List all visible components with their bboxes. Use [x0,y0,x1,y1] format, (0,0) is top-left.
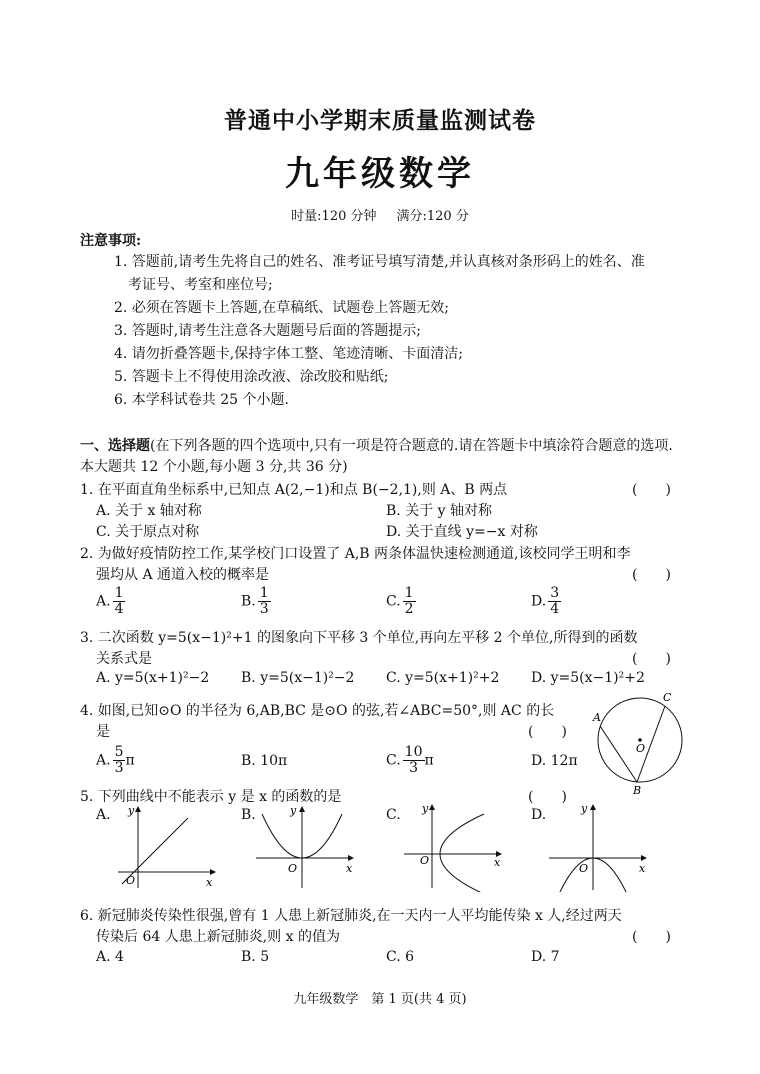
q5-graph-a [110,802,220,892]
time-limit: 时量:120 分钟 [291,209,377,224]
q1-option-a: A. 关于 x 轴对称 [96,503,202,519]
q4-option-a: A. $\frac{5}{3}$ π [96,744,135,776]
svg-text:y: y [422,802,429,815]
note-item: 4. 请勿折叠答题卡,保持字体工整、笔迹清晰、卡面清洁; [114,346,463,362]
section-desc: (在下列各题的四个选项中,只有一项是符合题意的.请在答题卡中填涂符合题意的选项.本大题共 12 个小题,每小题 3 分,共 36 分) [80,438,673,475]
q5-option-d: D. [531,807,547,823]
q4-label-a: A [593,711,601,724]
q4-option-d: D. 12π [531,753,578,769]
q6-stem: 6. 新冠肺炎传染性很强,曾有 1 人患上新冠肺炎,在一天内一人平均能传染 x 人,经过两天 [80,908,622,924]
q1-stem: 1. 在平面直角坐标系中,已知点 A(2,−1)和点 B(−2,1),则 A、B 两点 [80,482,508,498]
q1-answer-blank: ( ) [632,482,671,498]
notes-heading: 注意事项: [80,233,142,249]
svg-text:O: O [288,862,298,875]
q4-option-c: C. $\frac{10}{3}$ π [386,744,434,776]
q2-stem-cont: 强均从 A 通道入校的概率是 [96,567,270,583]
q3-option-a: A. y=5(x+1)²−2 [96,670,210,686]
q1-option-c: C. 关于原点对称 [96,524,200,540]
q2-answer-blank: ( ) [632,567,671,583]
svg-text:y: y [581,802,588,815]
q3-answer-blank: ( ) [632,651,671,667]
q3-stem: 3. 二次函数 y=5(x−1)²+1 的图象向下平移 3 个单位,再向左平移 2 个单位,所得到的函数 [80,630,638,646]
q2-option-b: B. $\frac{1}{3}$ [241,585,269,617]
q2-option-c: C. $\frac{1}{2}$ [386,585,414,617]
q5-stem: 5. 下列曲线中不能表示 y 是 x 的函数的是 [80,789,342,805]
section-title: 一、选择题 [80,438,150,454]
note-item: 6. 本学科试卷共 25 个小题. [114,392,289,408]
q3-stem-cont: 关系式是 [96,651,152,667]
svg-text:O: O [420,854,430,867]
q4-stem-cont: 是 [96,724,110,740]
svg-text:y: y [128,804,135,817]
q6-stem-cont: 传染后 64 人患上新冠肺炎,则 x 的值为 [96,929,340,945]
q6-option-c: C. 6 [386,949,415,965]
q1-option-b: B. 关于 y 轴对称 [386,503,492,519]
full-score: 满分:120 分 [396,209,469,224]
q2-option-a: A. $\frac{1}{4}$ [96,585,124,617]
q3-option-c: C. y=5(x+1)²+2 [386,670,500,686]
note-item: 2. 必须在答题卡上答题,在草稿纸、试题卷上答题无效; [114,300,449,316]
q3-option-b: B. y=5(x−1)²−2 [241,670,355,686]
q4-label-c: C [663,691,672,704]
q4-circle-figure [590,688,690,798]
q6-option-b: B. 5 [241,949,270,965]
q6-option-d: D. 7 [531,949,560,965]
svg-text:y: y [290,804,297,817]
q4-label-o: O [636,742,646,755]
q5-option-a: A. [96,807,111,823]
section-heading [80,436,680,478]
exam-meta [0,205,760,224]
svg-text:x: x [494,856,501,869]
svg-text:x: x [206,876,213,889]
q4-stem: 4. 如图,已知⊙O 的半径为 6,AB,BC 是⊙O 的弦,若∠ABC=50°,则 AC 的长 [80,703,555,719]
svg-text:O: O [579,862,589,875]
page-footer: 九年级数学 第 1 页(共 4 页) [293,992,467,1007]
q6-answer-blank: ( ) [632,929,671,945]
note-item: 3. 答题时,请考生注意各大题题号后面的答题提示; [114,323,421,339]
q4-answer-blank: ( ) [528,724,567,740]
q6-option-a: A. 4 [96,949,124,965]
svg-text:x: x [346,862,353,875]
q5-graph-c [400,802,510,892]
q3-option-d: D. y=5(x−1)²+2 [531,670,645,686]
q5-option-c: C. [386,807,401,823]
q5-graph-d [545,802,655,892]
q5-graph-b [252,802,362,892]
note-item: 考证号、考室和座位号; [128,277,273,293]
svg-text:x: x [639,862,646,875]
svg-text:O: O [126,874,136,887]
q4-label-b: B [633,784,642,797]
q1-option-d: D. 关于直线 y=−x 对称 [386,524,538,540]
q2-stem: 2. 为做好疫情防控工作,某学校门口设置了 A,B 两条体温快速检测通道,该校同学王明和李 [80,546,631,562]
q5-answer-blank: ( ) [528,789,567,805]
note-item: 5. 答题卡上不得使用涂改液、涂改胶和贴纸; [114,369,389,385]
subject-title: 九年级数学 [285,154,475,194]
note-item: 1. 答题前,请考生先将自己的姓名、准考证号填写清楚,并认真核对条形码上的姓名、准 [114,254,645,270]
q5-option-b: B. [241,807,256,823]
q4-option-b: B. 10π [241,753,288,769]
exam-title: 普通中小学期末质量监测试卷 [224,107,536,134]
q2-option-d: D. $\frac{3}{4}$ [531,585,560,617]
